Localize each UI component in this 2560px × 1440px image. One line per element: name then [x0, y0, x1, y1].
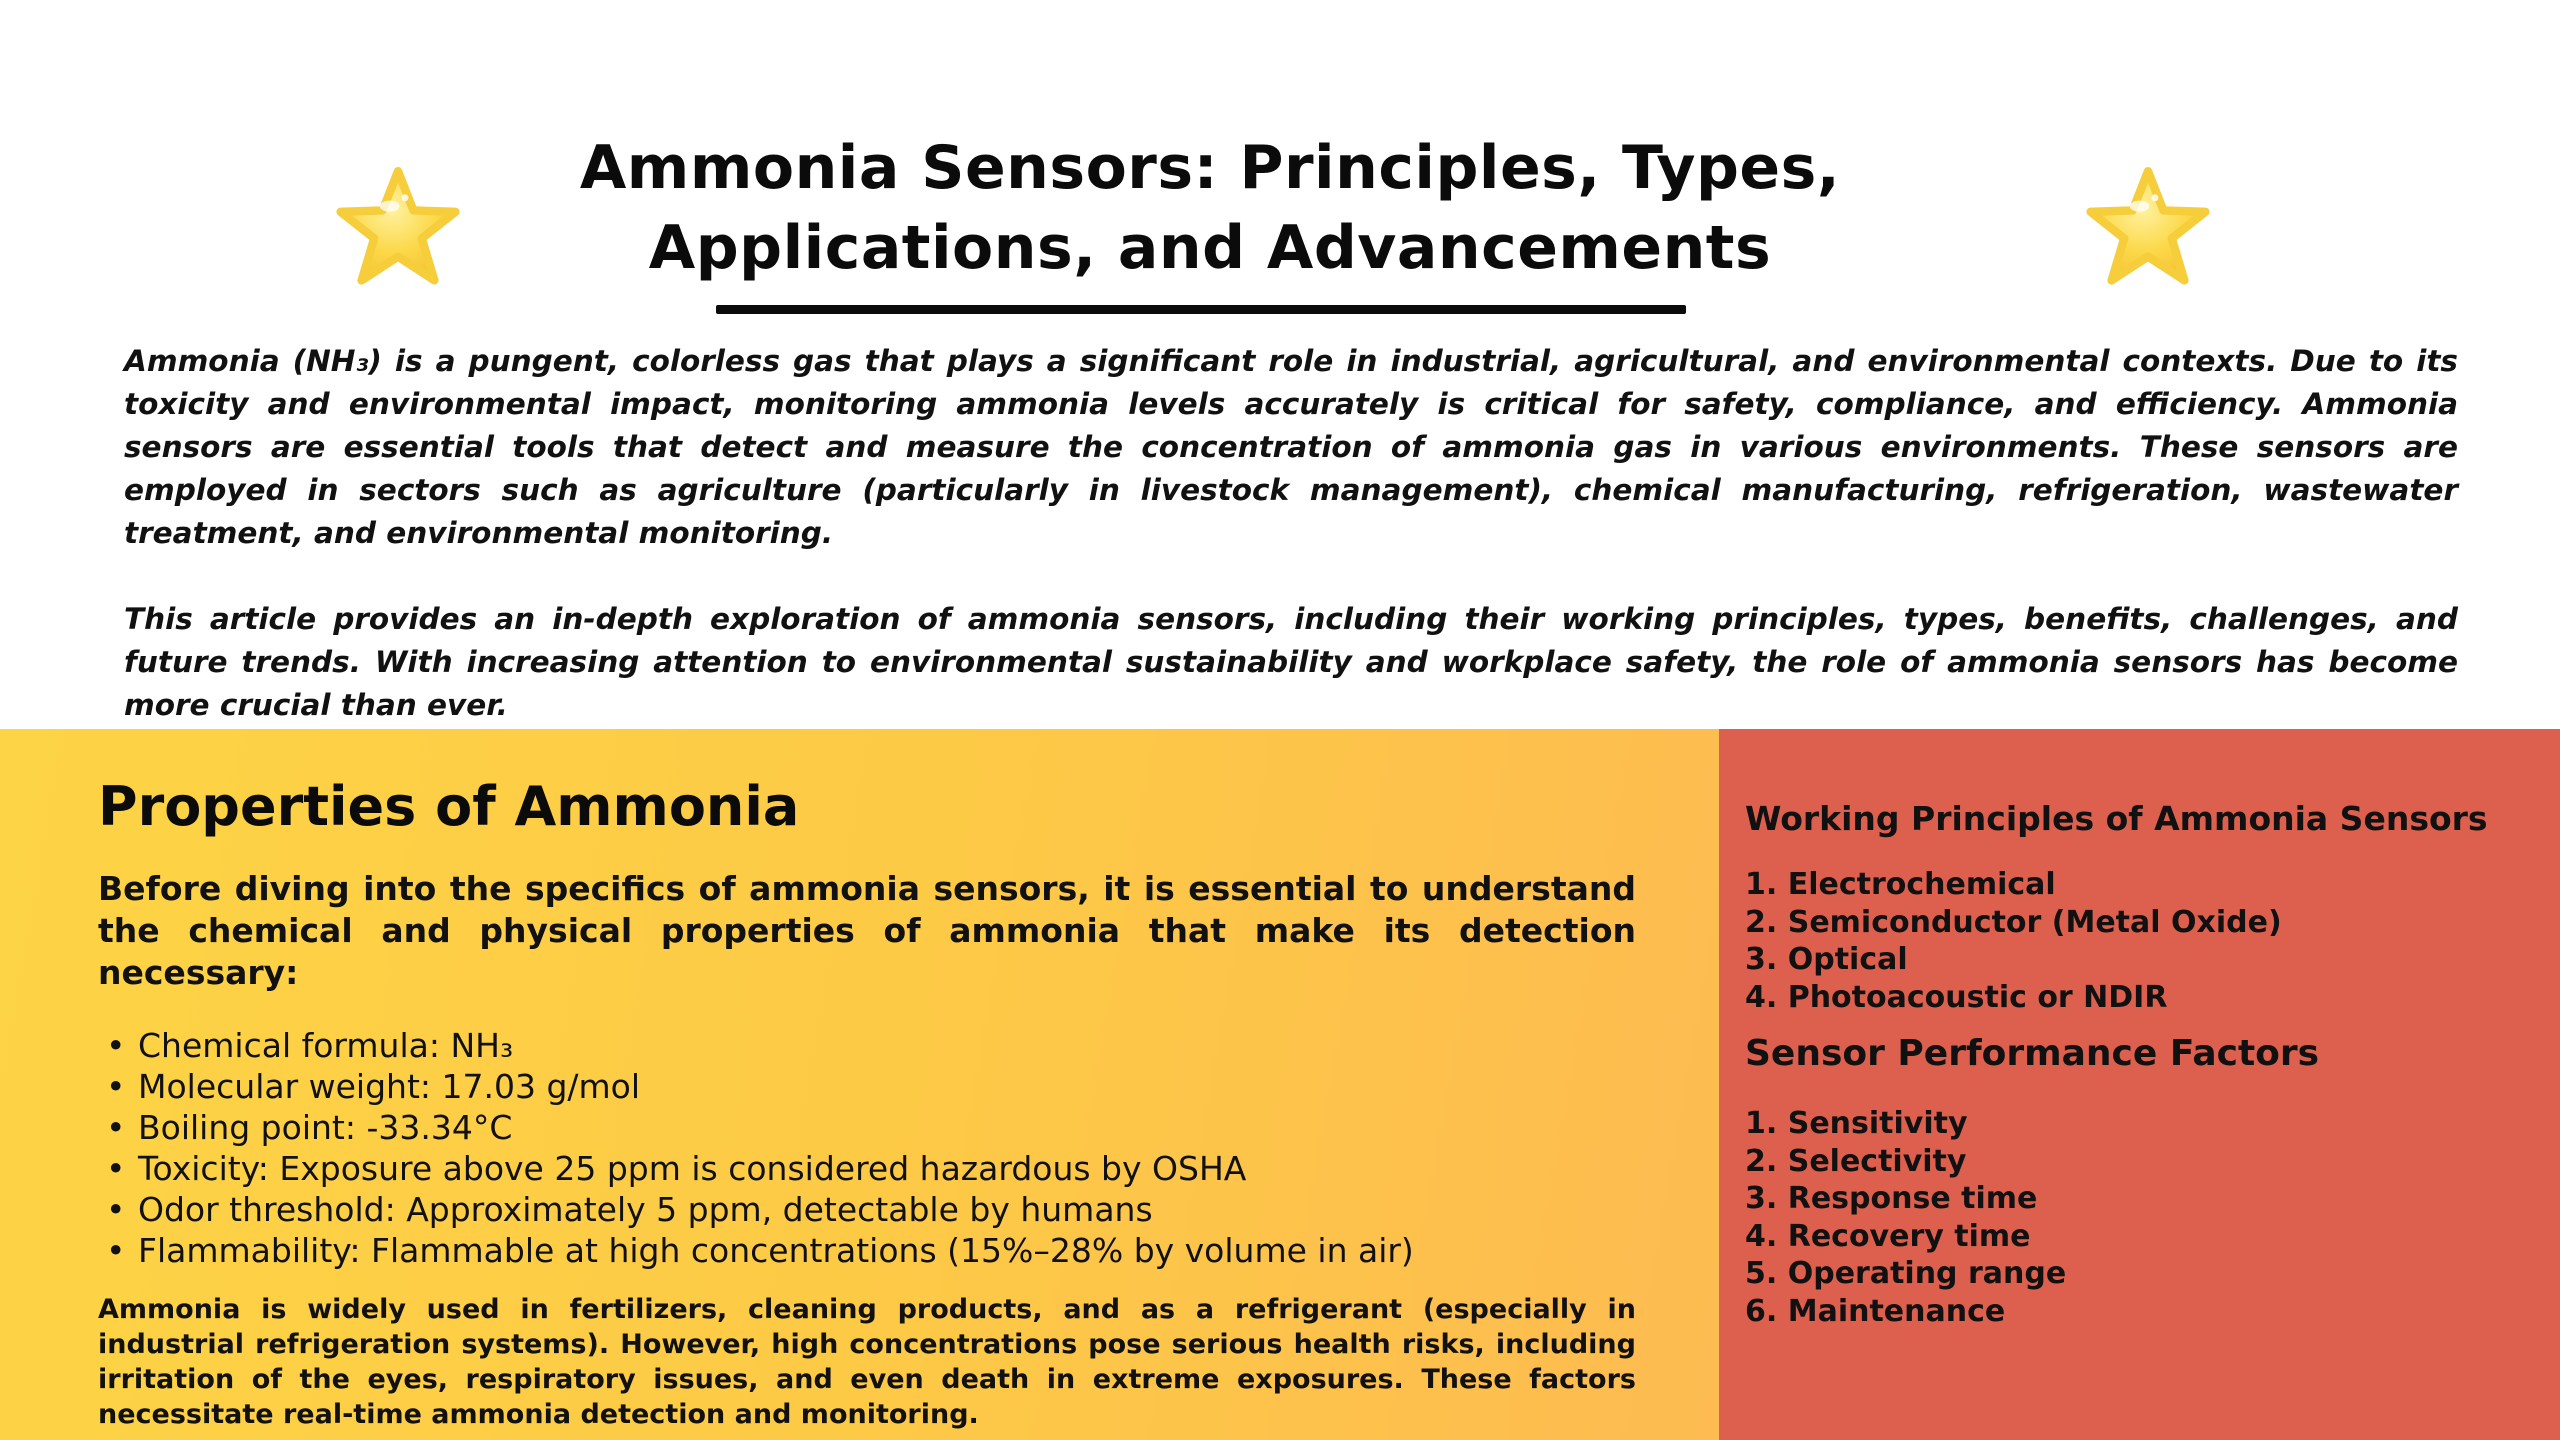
bullet-icon: • [106, 1108, 126, 1147]
title-line-2: Applications, and Advancements [648, 213, 1772, 283]
list-item: 3. Response time [1745, 1181, 2038, 1216]
properties-heading: Properties of Ammonia [98, 775, 800, 838]
list-item: 6. Maintenance [1745, 1293, 2006, 1329]
list-item: 4. Recovery time [1745, 1218, 2031, 1254]
intro-section [124, 340, 2458, 727]
performance-factors-list [1745, 1105, 2066, 1330]
properties-intro: Before diving into the specifics of ammonia sensors, it is essential to understand the chemical and physical properties of ammonia that make its detection necessary: [98, 869, 1636, 992]
list-item: 4. Photoacoustic or NDIR [1745, 979, 2168, 1015]
list-item [98, 1025, 1658, 1066]
property-text: Flammability: Flammable at high concentrations (15%–28% by volume in air) [138, 1231, 1414, 1270]
property-text: Molecular weight: 17.03 g/mol [138, 1067, 641, 1106]
property-text: Chemical formula: NH₃ [138, 1026, 514, 1065]
star-icon [2078, 160, 2218, 300]
list-item [98, 1189, 1658, 1230]
bullet-icon: • [106, 1231, 126, 1270]
title-line-1: Ammonia Sensors: Principles, Types, [579, 133, 1841, 203]
property-text: Odor threshold: Approximately 5 ppm, detectable by humans [138, 1190, 1153, 1229]
property-text: Toxicity: Exposure above 25 ppm is considered hazardous by OSHA [138, 1149, 1247, 1188]
list-item [98, 1148, 1658, 1189]
list-item: 1. Electrochemical [1745, 867, 2056, 902]
bullet-icon: • [106, 1026, 126, 1065]
list-item: 2. Selectivity [1745, 1143, 1967, 1179]
title-underline [716, 305, 1686, 314]
property-text: Boiling point: -33.34°C [138, 1108, 513, 1147]
intro-paragraph-2: This article provides an in-depth exploration of ammonia sensors, including their working principles, types, benefits, challenges, and future trends. With increasing attention to environmental sustainability and workplace safety, the role of ammonia sensors has become more crucial than ever. [124, 602, 2458, 722]
bullet-icon: • [106, 1067, 126, 1106]
page-title [440, 128, 1980, 288]
list-item [98, 1230, 1658, 1271]
intro-paragraph-1: Ammonia (NH₃) is a pungent, colorless gas that plays a significant role in industrial, agricultural, and environmental contexts. Due to its toxicity and environmental impact, monitoring ammonia levels accurately is critical for safety, compliance, and efficiency. Ammonia sensors are essential tools that detect and measure the concentration of ammonia gas in various environments. These sensors are employed in sectors such as agriculture (particularly in livestock management), chemical manufacturing, refrigeration, wastewater treatment, and environmental monitoring. [124, 344, 2458, 550]
list-item: 5. Operating range [1745, 1256, 2067, 1291]
list-item [98, 1066, 1658, 1107]
list-item: 3. Optical [1745, 942, 1908, 977]
performance-factors-heading: Sensor Performance Factors [1745, 1033, 2320, 1074]
list-item [98, 1107, 1658, 1148]
list-item: 2. Semiconductor (Metal Oxide) [1745, 904, 2282, 940]
properties-outro: Ammonia is widely used in fertilizers, cleaning products, and as a refrigerant (especially in industrial refrigeration systems). However, high concentrations pose serious health risks, including irritation of the eyes, respiratory issues, and even death in extreme exposures. These factors necessitate real-time ammonia detection and monitoring. [98, 1294, 1636, 1430]
bullet-icon: • [106, 1149, 126, 1188]
list-item: 1. Sensitivity [1745, 1106, 1968, 1141]
working-principles-list [1745, 866, 2282, 1016]
working-principles-heading: Working Principles of Ammonia Sensors [1745, 799, 2488, 838]
properties-list [98, 1025, 1658, 1271]
bullet-icon: • [106, 1190, 126, 1229]
